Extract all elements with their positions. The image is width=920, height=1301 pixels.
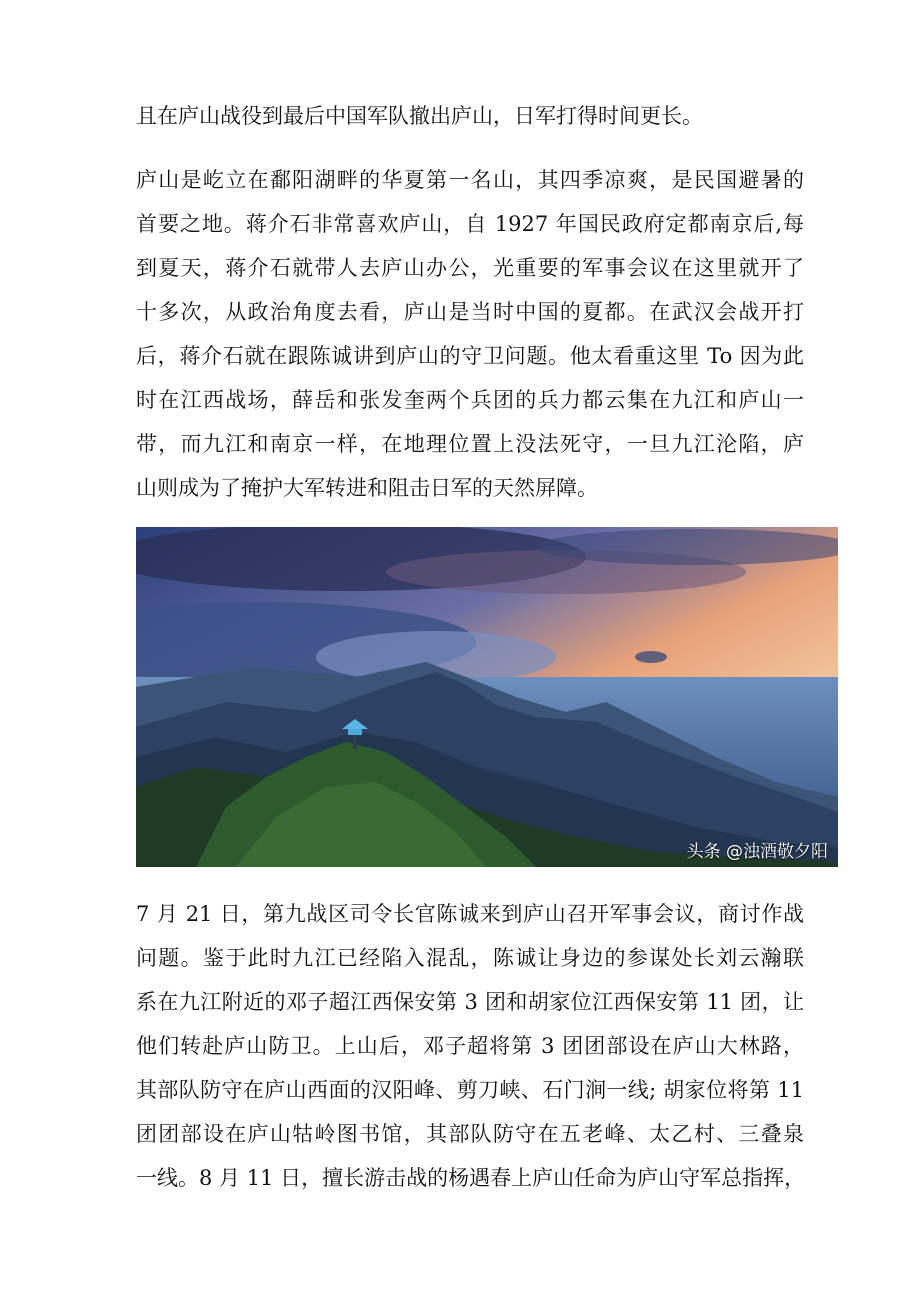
- text-line: 山则成为了掩护大军转进和阻击日军的天然屏障。: [136, 476, 598, 500]
- paragraph-3: [136, 892, 804, 1200]
- text-line: 到夏天，蒋介石就带人去庐山办公，光重要的军事会议在这里就开了: [136, 256, 804, 280]
- text-line: 系在九江附近的邓子超江西保安第 3 团和胡家位江西保安第 11 团，让: [136, 990, 804, 1014]
- text-line: 十多次，从政治角度去看，庐山是当时中国的夏都。在武汉会战开打: [136, 300, 804, 324]
- paragraph-2: [136, 158, 804, 510]
- text-line: 首要之地。蒋介石非常喜欢庐山，自 1927 年国民政府定都南京后,每: [136, 212, 804, 236]
- text-line: 庐山是屹立在鄱阳湖畔的华夏第一名山，其四季凉爽，是民国避暑的: [136, 168, 804, 192]
- text-line: 且在庐山战役到最后中国军队撤出庐山，日军打得时间更长。: [136, 104, 703, 128]
- text-line: 团团部设在庐山牯岭图书馆，其部队防守在五老峰、太乙村、三叠泉: [136, 1122, 804, 1146]
- text-line: 带，而九江和南京一样，在地理位置上没法死守，一旦九江沦陷，庐: [136, 432, 804, 456]
- paragraph-1: [136, 94, 804, 138]
- text-line: 后，蒋介石就在跟陈诚讲到庐山的守卫问题。他太看重这里 To 因为此: [136, 344, 804, 368]
- text-line: 他们转赴庐山防卫。上山后，邓子超将第 3 团团部设在庐山大林路，: [136, 1034, 804, 1058]
- text-line: 问题。鉴于此时九江已经陷入混乱，陈诚让身边的参谋处长刘云瀚联: [136, 946, 804, 970]
- photo-watermark: 头条 @浊酒敬夕阳: [686, 842, 828, 862]
- text-line: 7 月 21 日，第九战区司令长官陈诚来到庐山召开军事会议，商讨作战: [136, 902, 804, 926]
- lushan-mountain-photo: [136, 527, 838, 867]
- landscape-illustration: [136, 527, 838, 867]
- text-line: 其部队防守在庐山西面的汉阳峰、剪刀峡、石门涧一线; 胡家位将第 11: [136, 1078, 804, 1102]
- text-line: 时在江西战场，薛岳和张发奎两个兵团的兵力都云集在九江和庐山一: [136, 388, 804, 412]
- text-line: 一线。8 月 11 日，擅长游击战的杨遇春上庐山任命为庐山守军总指挥，: [136, 1166, 806, 1190]
